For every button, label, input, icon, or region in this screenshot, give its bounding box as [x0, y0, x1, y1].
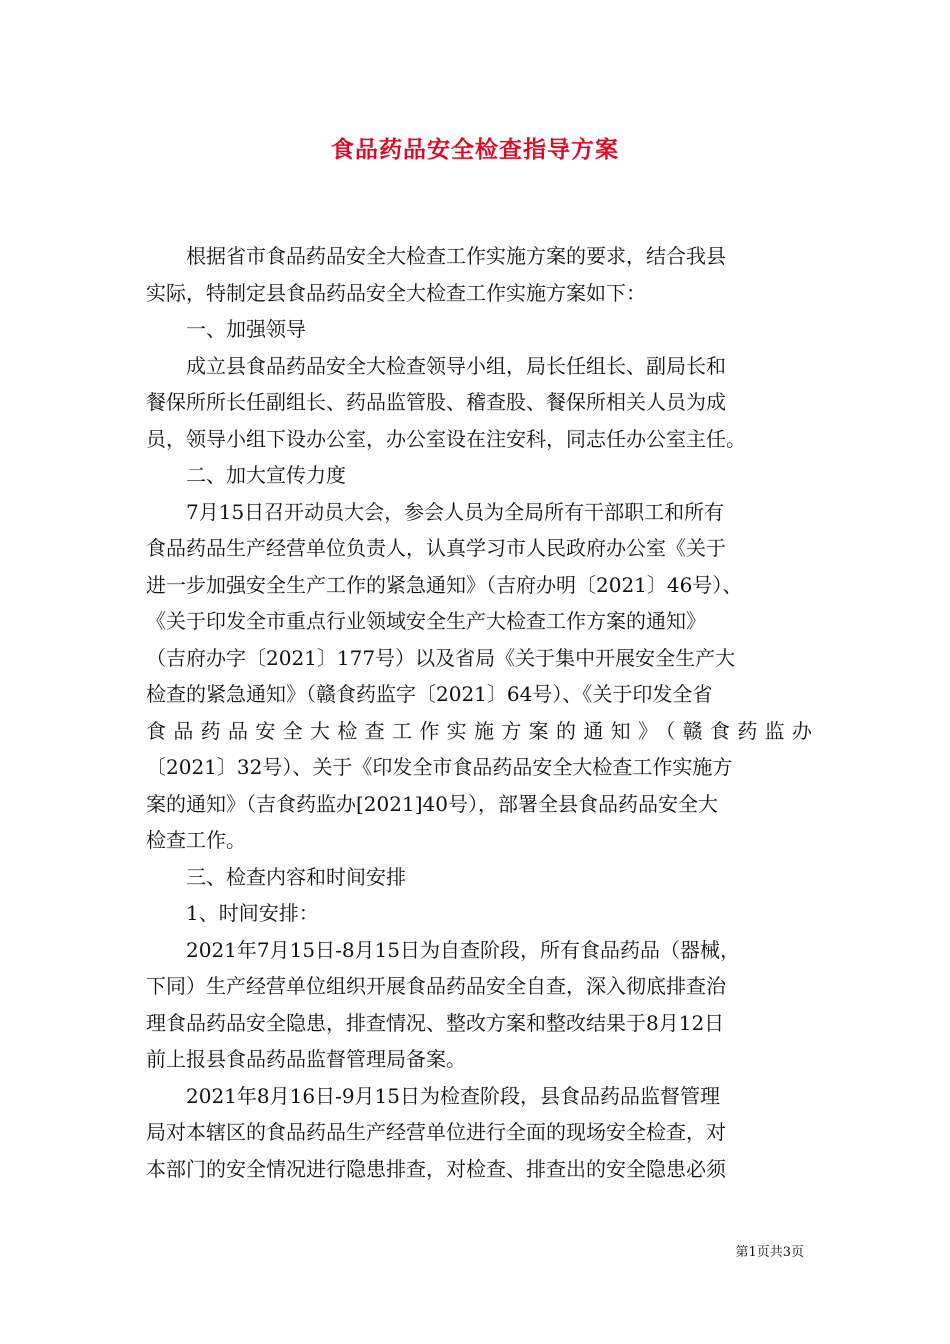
text-line: 下同）生产经营单位组织开展食品药品安全自查，深入彻底排查治: [146, 974, 726, 998]
text-line: 食品药品生产经营单位负责人，认真学习市人民政府办公室《关于: [146, 536, 726, 560]
text-line: 实际，特制定县食品药品安全大检查工作实施方案如下：: [146, 280, 646, 305]
text-line: 成立县食品药品安全大检查领导小组，局长任组长、副局长和: [186, 353, 726, 378]
text-line: 2021年8月16日-9月15日为检查阶段，县食品药品监督管理: [186, 1083, 721, 1108]
text-line: 前上报县食品药品监督管理局备案。: [146, 1047, 466, 1071]
text-line: 局对本辖区的食品药品生产经营单位进行全面的现场安全检查，对: [146, 1120, 726, 1144]
text-line: 2021年7月15日-8月15日为自查阶段，所有食品药品（器械，: [186, 937, 741, 962]
text-line: 检查的紧急通知》（赣食药监字〔2021〕64号）、《关于印发全省: [146, 682, 713, 706]
text-line: 员，领导小组下设办公室，办公室设在注安科，同志任办公室主任。: [146, 426, 746, 451]
document-title: 食品药品安全检查指导方案: [331, 136, 619, 163]
text-line: 〔2021〕32号）、关于《印发全市食品药品安全大检查工作实施方: [146, 755, 733, 779]
text-line: 《关于印发全市重点行业领域安全生产大检查工作方案的通知》: [146, 609, 706, 633]
text-line: 食品药品安全大检查工作实施方案的通知》（赣食药监办: [146, 718, 814, 743]
subsection-heading: 1、时间安排：: [186, 901, 319, 925]
text-line: 检查工作。: [146, 828, 246, 852]
text-line: 理食品药品安全隐患，排查情况、整改方案和整改结果于8月12日: [146, 1010, 725, 1035]
text-line: 本部门的安全情况进行隐患排查，对检查、排查出的安全隐患必须: [146, 1156, 726, 1181]
text-line: 餐保所所长任副组长、药品监管股、稽查股、餐保所相关人员为成: [146, 390, 726, 414]
text-line: 根据省市食品药品安全大检查工作实施方案的要求，结合我县: [186, 244, 726, 268]
text-line: 案的通知》（吉食药监办[2021]40号），部署全县食品药品安全大: [146, 791, 718, 816]
text-line: 7月15日召开动员大会，参会人员为全局所有干部职工和所有: [186, 499, 725, 524]
text-line: 进一步加强安全生产工作的紧急通知》（吉府办明〔2021〕46号）、: [146, 572, 743, 597]
page-number-footer: 第1页共3页: [735, 1245, 804, 1260]
section-heading: 一、加强领导: [186, 317, 306, 341]
section-heading: 三、检查内容和时间安排: [186, 864, 406, 889]
section-heading: 二、加大宣传力度: [186, 463, 346, 487]
text-line: （吉府办字〔2021〕177号）以及省局《关于集中开展安全生产大: [146, 645, 736, 670]
document-body: [146, 238, 814, 1187]
